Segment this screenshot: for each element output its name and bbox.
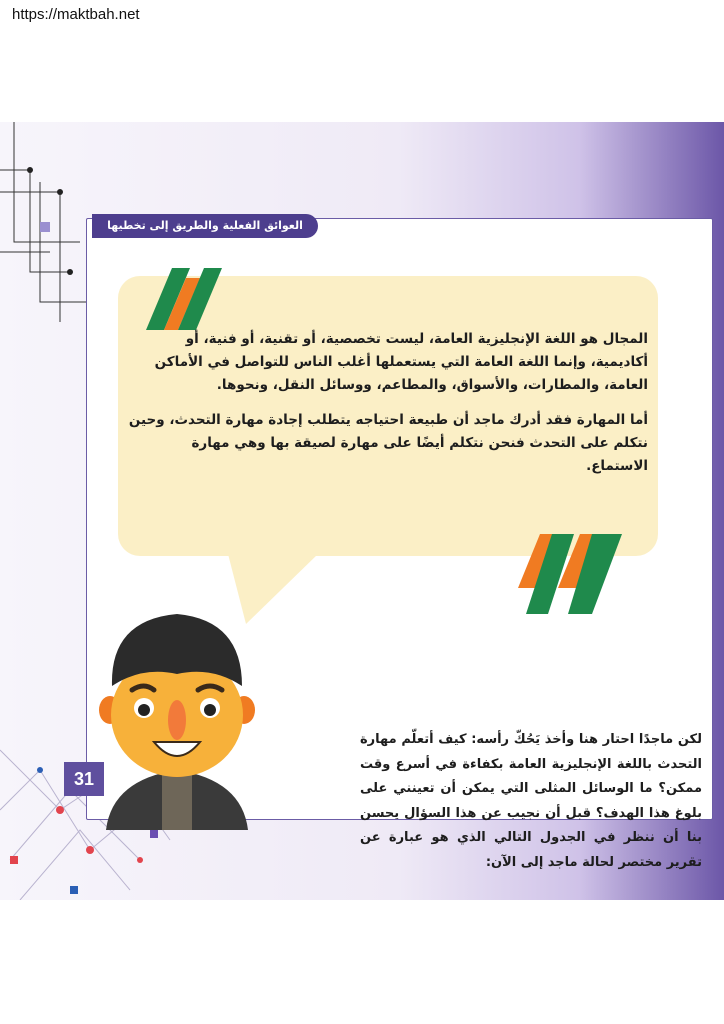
quote-open-icon <box>146 268 226 330</box>
bubble-paragraph-2: أما المهارة فقد أدرك ماجد أن طبيعة احتياجه يتطلب إجادة مهارة التحدث، وحين نتكلم على التحدث فنحن نتكلم أيضًا على مهارة لصيقة بها وهي مهارة الاستماع. <box>128 412 648 474</box>
bubble-text <box>128 328 648 490</box>
boy-character-illustration <box>92 600 262 830</box>
chapter-title-tab: العوائق الفعلية والطريق إلى تخطيها <box>92 214 318 238</box>
page-number: 31 <box>64 762 104 796</box>
circuit-lines-decoration <box>0 122 100 342</box>
source-url: https://maktbah.net <box>12 6 140 23</box>
quote-close-icon <box>518 534 628 614</box>
scanned-page <box>0 122 724 900</box>
body-paragraph: لكن ماجدًا احتار هنا وأخذ يَحُكّ رأسه: كيف أتعلّم مهارة التحدث باللغة الإنجليزية العامة بكفاءة في أسرع وقت ممكن؟ ما الوسائل المثلى التي يمكن أن تعينني على بلوغ هذا الهدف؟ قبل أن نجيب عن هذا السؤال يحسن بنا أن ننظر في الجدول التالي الذي هو عبارة عن تقرير مختصر لحالة ماجد إلى الآن: <box>360 732 702 870</box>
bubble-paragraph-1: المجال هو اللغة الإنجليزية العامة، ليست تخصصية، أو تقنية، أو فنية، أو أكاديمية، وإنما اللغة العامة التي يستعملها أغلب الناس للتواصل في الأماكن العامة، والمطارات، والأسواق، والمطاعم، ووسائل النقل، ونحوها. <box>154 331 648 393</box>
